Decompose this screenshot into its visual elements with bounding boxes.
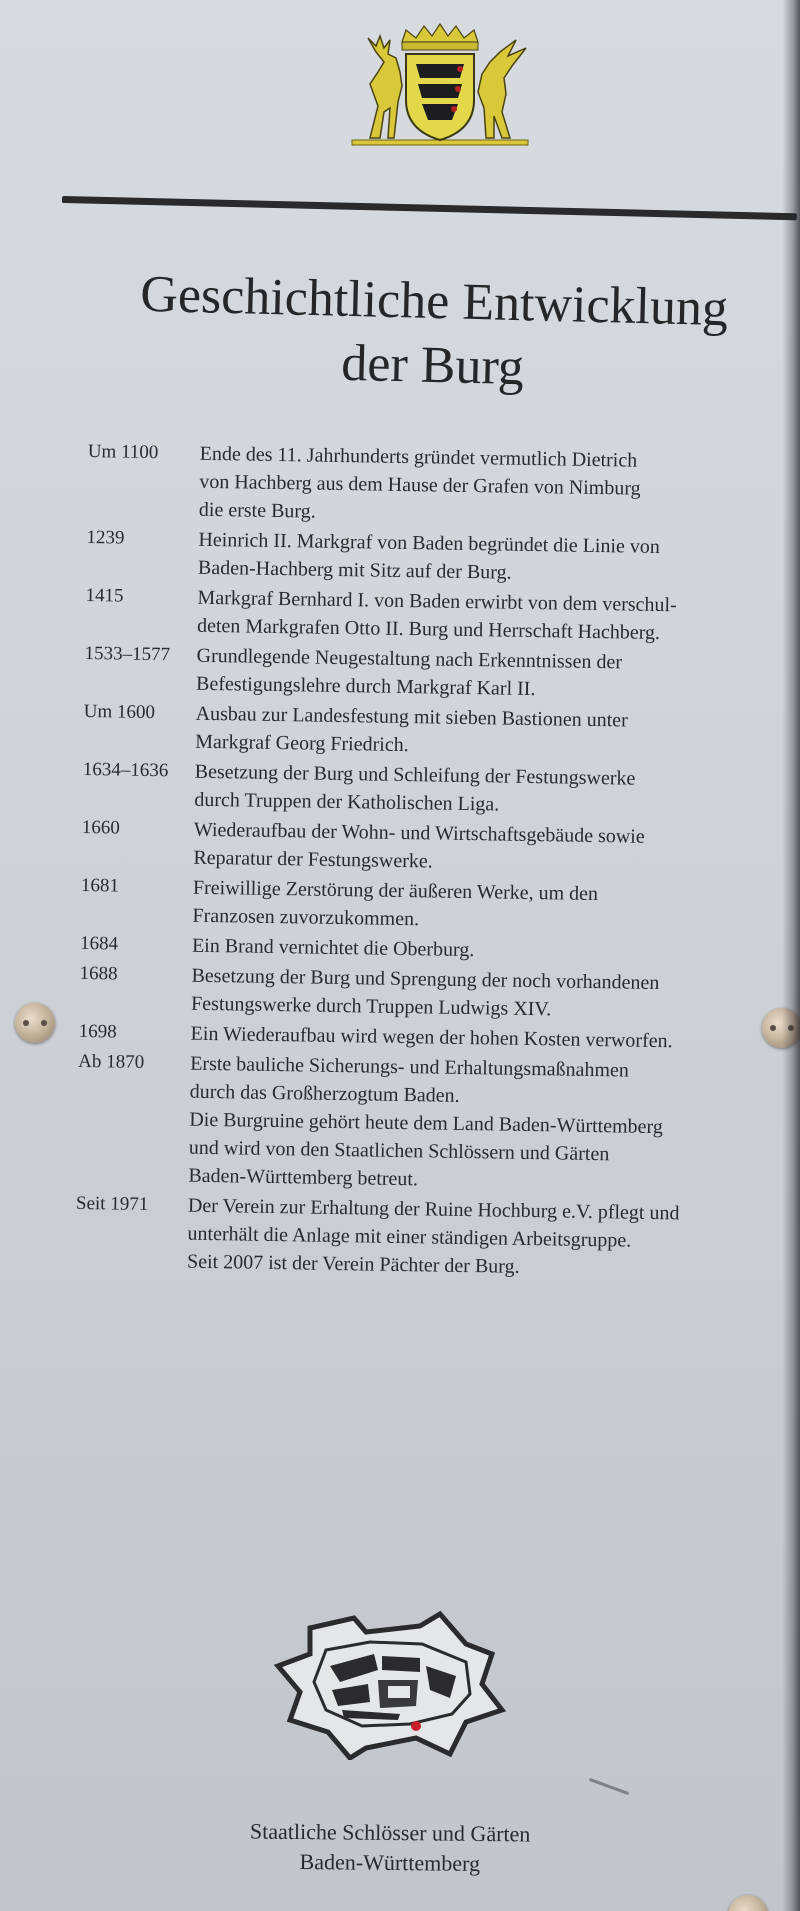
timeline-entry bbox=[81, 814, 752, 881]
entry-text bbox=[194, 758, 753, 823]
surface-scratch bbox=[589, 1778, 629, 1795]
divider-rule bbox=[62, 196, 797, 220]
entry-line: Heinrich II. Markgraf von Baden begründet die Linie von bbox=[198, 528, 661, 558]
entry-line: die erste Burg. bbox=[198, 498, 316, 523]
entry-line: Baden-Hachberg mit Sitz auf der Burg. bbox=[197, 556, 512, 584]
entry-text bbox=[197, 584, 756, 649]
entry-line: Freiwillige Zerstörung der äußeren Werke, um den bbox=[192, 876, 599, 906]
entry-year: 1684 bbox=[79, 932, 119, 955]
timeline bbox=[75, 438, 758, 1286]
timeline-entry bbox=[83, 698, 754, 765]
sign-title bbox=[57, 261, 800, 407]
entry-year: 1415 bbox=[85, 584, 124, 607]
entry-year: Um 1100 bbox=[87, 440, 159, 464]
entry-year: Um 1600 bbox=[83, 700, 156, 724]
timeline-entry bbox=[80, 872, 751, 939]
mounting-bolt-icon bbox=[762, 1008, 800, 1048]
entry-year: 1660 bbox=[81, 816, 121, 839]
title-line-2: der Burg bbox=[340, 334, 525, 397]
entry-line: unterhält die Anlage mit einer ständigen Arbeitsgruppe. bbox=[187, 1222, 632, 1252]
entry-line: Grundlegende Neugestaltung nach Erkenntnissen der bbox=[196, 644, 623, 674]
entry-line: durch das Großherzogtum Baden. bbox=[189, 1080, 460, 1107]
timeline-entry bbox=[76, 1048, 748, 1199]
timeline-entry bbox=[84, 640, 755, 707]
fortress-plan-icon bbox=[270, 1610, 510, 1760]
timeline-entry bbox=[87, 438, 758, 533]
timeline-entry bbox=[79, 960, 750, 1027]
entry-year: 1698 bbox=[78, 1020, 117, 1043]
entry-line: Besetzung der Burg und Sprengung der noch vorhandenen bbox=[191, 964, 660, 995]
entry-line: Markgraf Georg Friedrich. bbox=[195, 730, 409, 757]
entry-line: Der Verein zur Erhaltung der Ruine Hochburg e.V. pflegt und bbox=[187, 1194, 680, 1225]
entry-line: von Hachberg aus dem Hause der Grafen von Nimburg bbox=[199, 470, 641, 500]
entry-year: 1681 bbox=[80, 874, 120, 897]
title-line-1: Geschichtliche Entwicklung bbox=[139, 265, 729, 338]
entry-line: Baden-Württemberg betreut. bbox=[188, 1164, 419, 1191]
entry-line: Markgraf Bernhard I. von Baden erwirbt von dem verschul- bbox=[197, 586, 677, 617]
timeline-entry bbox=[85, 582, 756, 649]
entry-line: Ein Brand vernichtet die Oberburg. bbox=[191, 934, 475, 962]
entry-text bbox=[195, 700, 754, 765]
entry-line: Seit 2007 ist der Verein Pächter der Burg. bbox=[186, 1250, 520, 1278]
entry-line: Befestigungslehre durch Markgraf Karl II. bbox=[195, 672, 536, 701]
entry-line: Erste bauliche Sicherungs- und Erhaltungsmaßnahmen bbox=[190, 1052, 630, 1082]
entry-line: Besetzung der Burg und Schleifung der Festungswerke bbox=[194, 760, 636, 790]
footer-line-2: Baden-Württemberg bbox=[299, 1849, 481, 1876]
mounting-bolt-icon bbox=[728, 1895, 768, 1911]
timeline-entry bbox=[75, 1190, 746, 1285]
entry-line: und wird von den Staatlichen Schlössern und Gärten bbox=[188, 1136, 610, 1166]
entry-text bbox=[198, 526, 757, 591]
entry-line: Franzosen zuvorzukommen. bbox=[192, 904, 420, 931]
entry-text bbox=[192, 874, 751, 939]
entry-text bbox=[187, 1192, 746, 1285]
entry-year: 1688 bbox=[79, 962, 118, 985]
entry-text bbox=[196, 642, 755, 707]
entry-year: Ab 1870 bbox=[78, 1050, 145, 1073]
coat-of-arms-icon bbox=[340, 22, 540, 152]
entry-line: Ende des 11. Jahrhunderts gründet vermutlich Dietrich bbox=[199, 442, 638, 472]
entry-text bbox=[188, 1050, 748, 1199]
entry-line: Festungswerke durch Truppen Ludwigs XIV. bbox=[190, 992, 552, 1021]
mounting-bolt-icon bbox=[15, 1003, 55, 1043]
entry-year: Seit 1971 bbox=[75, 1192, 149, 1216]
entry-line: Ausbau zur Landesfestung mit sieben Bastionen unter bbox=[195, 702, 628, 732]
entry-line: Die Burgruine gehört heute dem Land Baden-Württemberg bbox=[189, 1108, 663, 1139]
footer-line-1: Staatliche Schlösser und Gärten bbox=[249, 1818, 531, 1847]
timeline-entry bbox=[86, 524, 757, 591]
entry-year: 1239 bbox=[86, 526, 125, 549]
sign-footer bbox=[180, 1816, 601, 1880]
entry-line: durch Truppen der Katholischen Liga. bbox=[194, 788, 500, 816]
timeline-entry bbox=[82, 756, 753, 823]
entry-text bbox=[193, 816, 752, 881]
entry-line: deten Markgrafen Otto II. Burg und Herrschaft Hachberg. bbox=[196, 614, 661, 645]
entry-year: 1533–1577 bbox=[84, 642, 171, 666]
entry-line: Ein Wiederaufbau wird wegen der hohen Kosten verworfen. bbox=[190, 1022, 673, 1053]
entry-text bbox=[199, 440, 758, 533]
entry-line: Reparatur der Festungswerke. bbox=[193, 846, 433, 873]
entry-text bbox=[191, 962, 750, 1027]
entry-year: 1634–1636 bbox=[82, 758, 169, 782]
entry-line: Wiederaufbau der Wohn- und Wirtschaftsgebäude sowie bbox=[193, 818, 645, 848]
